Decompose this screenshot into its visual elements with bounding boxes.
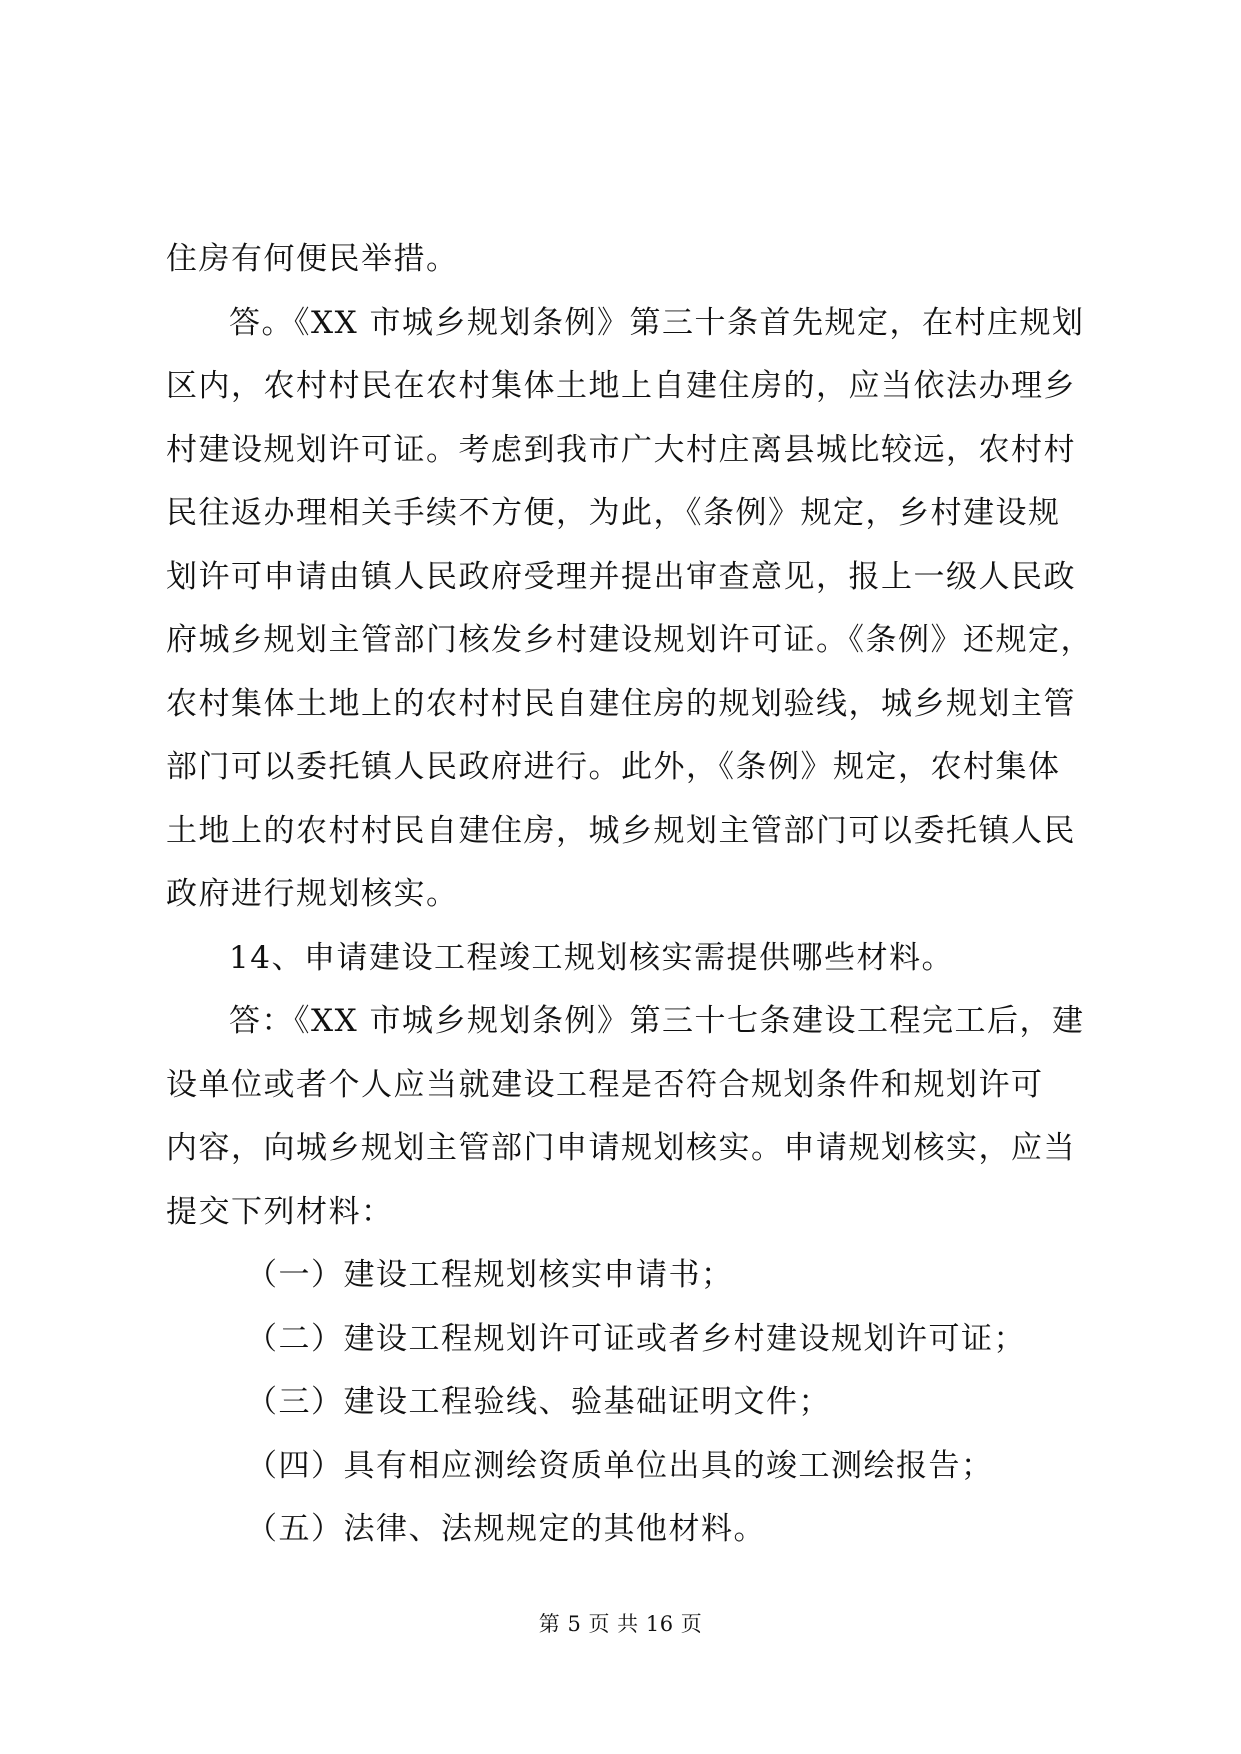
text-line: 政府进行规划核实。 — [166, 876, 459, 912]
list-item: （三）建设工程验线、验基础证明文件； — [246, 1384, 831, 1420]
text-line: 府城乡规划主管部门核发乡村建设规划许可证。《条例》还规定， — [166, 622, 1093, 658]
text-line: 部门可以委托镇人民政府进行。此外，《条例》规定，农村集体 — [166, 749, 1061, 785]
section-heading: 14、申请建设工程竣工规划核实需提供哪些材料。 — [229, 939, 954, 976]
text-line: 村建设规划许可证。考虑到我市广大村庄离县城比较远，农村村 — [166, 431, 1076, 468]
text-line: 住房有何便民举措。 — [166, 241, 459, 277]
text-line: 土地上的农村村民自建住房，城乡规划主管部门可以委托镇人民 — [166, 812, 1076, 849]
text-line: 答：《XX 市城乡规划条例》第三十七条建设工程完工后，建 — [229, 1003, 1085, 1039]
text-line: 答。《XX 市城乡规划条例》第三十条首先规定，在村庄规划 — [229, 304, 1085, 341]
list-item: （一）建设工程规划核实申请书； — [246, 1257, 734, 1293]
page-number-footer: 第 5 页 共 16 页 — [538, 1612, 703, 1636]
list-item: （二）建设工程规划许可证或者乡村建设规划许可证； — [246, 1320, 1026, 1357]
text-line: 设单位或者个人应当就建设工程是否符合规划条件和规划许可 — [166, 1066, 1044, 1103]
text-line: 划许可申请由镇人民政府受理并提出审查意见，报上一级人民政 — [166, 558, 1076, 595]
text-line: 区内，农村村民在农村集体土地上自建住房的，应当依法办理乡 — [166, 368, 1076, 404]
text-line: 内容，向城乡规划主管部门申请规划核实。申请规划核实，应当 — [166, 1130, 1076, 1166]
text-line: 农村集体土地上的农村村民自建住房的规划验线，城乡规划主管 — [166, 685, 1076, 722]
list-item: （四）具有相应测绘资质单位出具的竣工测绘报告； — [246, 1447, 994, 1484]
list-item: （五）法律、法规规定的其他材料。 — [246, 1511, 766, 1547]
body-text — [166, 228, 1093, 1562]
text-line: 提交下列材料： — [166, 1193, 394, 1230]
text-line: 民往返办理相关手续不方便，为此，《条例》规定，乡村建设规 — [166, 495, 1061, 531]
